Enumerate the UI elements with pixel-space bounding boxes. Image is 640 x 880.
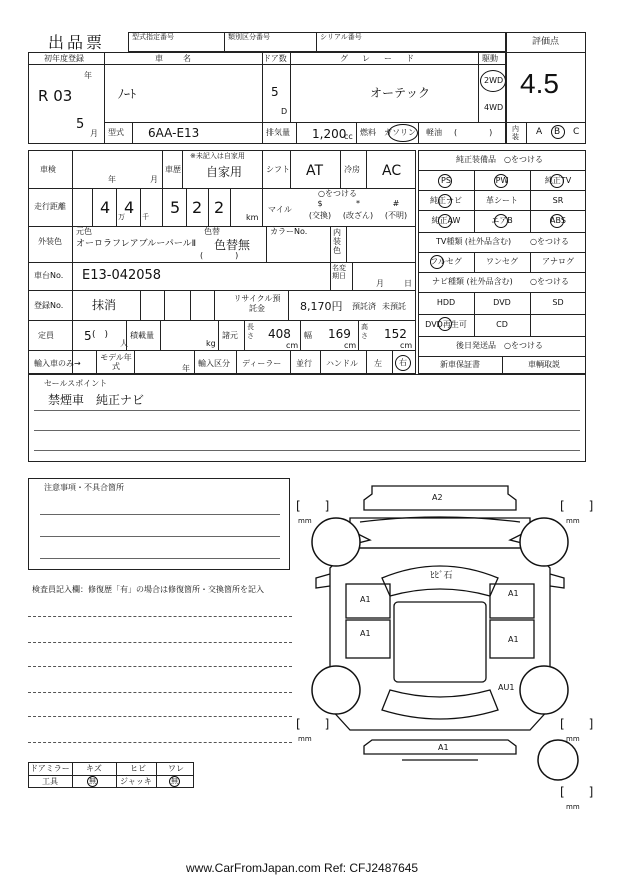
meter-opt-2: (改ざん) <box>342 211 374 220</box>
chassis-label: 車台No. <box>34 271 64 280</box>
paint-paren: ( ) <box>200 251 239 260</box>
tread-spare-mm: mm <box>566 803 580 811</box>
serial-label: シリアル番号 <box>320 33 362 41</box>
equip-tv: 純正TV <box>544 176 572 185</box>
fuel-label: 燃料 <box>360 128 376 137</box>
interior-a: A <box>536 127 543 137</box>
import-dealer: ディーラー <box>242 359 282 368</box>
score-value: 4.5 <box>520 68 559 99</box>
equip-navi: 純正ナビ <box>430 196 462 205</box>
height: 152 <box>384 327 407 341</box>
legend-jack: ジャッキ <box>120 777 152 786</box>
sales-point-box <box>28 374 586 462</box>
meter-opt-2-sym: * <box>356 199 360 208</box>
handle-right: 右 <box>399 358 407 367</box>
tread-front-right-mm: mm <box>566 517 580 525</box>
mark-rear-bumper: A1 <box>438 743 449 752</box>
page-title: 出品票 <box>48 33 106 52</box>
width: 169 <box>328 327 351 341</box>
length: 408 <box>268 327 291 341</box>
legend-hibi: ヒビ <box>130 764 146 773</box>
meter-opt-1: (交換) <box>308 211 332 220</box>
capacity-unit: 人 <box>120 339 128 348</box>
score-label: 評価点 <box>532 37 560 47</box>
ac-value: AC <box>382 163 402 179</box>
interior-c: C <box>573 127 580 137</box>
tread-front-left: [ ] <box>296 499 330 513</box>
import-category-label: 輸入区分 <box>198 359 230 368</box>
legend-ware: ワレ <box>168 764 184 773</box>
paint-value: 色替無 <box>214 238 251 252</box>
navi-note: ○をつける <box>530 277 569 286</box>
tread-front-right: [ ] <box>560 499 594 513</box>
height-label: 高さ <box>361 323 368 340</box>
legend-door-mirror: ドアミラー <box>30 764 70 773</box>
first-reg-month: 5 <box>76 117 85 132</box>
month-unit: 月 <box>90 129 98 138</box>
interior-color-label: 内装色 <box>333 228 341 255</box>
model-year-label: モデル年式 <box>100 353 132 371</box>
mileage-label: 走行距離 <box>34 202 66 211</box>
docs-title: 後日発送品 <box>456 341 496 350</box>
capacity-label: 定員 <box>38 331 54 340</box>
inspection-month-unit: 月 <box>150 175 158 184</box>
docs-manual: 車輌取説 <box>528 360 560 369</box>
dims-label: 諸元 <box>222 331 238 340</box>
recycle-not: 未預託 <box>382 302 406 311</box>
model-year-unit: 年 <box>182 364 190 373</box>
import-label: 輸入車のみ→ <box>34 359 81 368</box>
legend-tools-mark: 無 <box>89 777 96 785</box>
mark-rear-right-quarter: AU1 <box>498 683 515 692</box>
model-designation-label: 型式指定番号 <box>132 33 174 41</box>
man-unit: 万 <box>118 213 125 221</box>
history-value: 自家用 <box>206 165 243 179</box>
recycle-label: リサイクル預託金 <box>233 294 281 313</box>
equip-airbag: エアB <box>491 216 513 225</box>
length-unit: cm <box>286 341 299 350</box>
fuel-gas: ガソリン <box>384 128 416 137</box>
mileage-digit-1: 4 <box>100 198 111 217</box>
legend-tools: 工具 <box>42 777 58 786</box>
displacement-label: 排気量 <box>266 128 290 137</box>
import-parallel: 並行 <box>296 359 312 368</box>
navi-cd: CD <box>496 320 508 329</box>
navi-hdd: HDD <box>436 298 456 307</box>
equipment-note: ○をつける <box>504 155 543 164</box>
first-reg-year: R 03 <box>38 87 73 105</box>
sen-unit: 千 <box>142 213 149 221</box>
grade: オーテック <box>370 86 431 100</box>
inspection-label: 車検 <box>40 165 56 174</box>
car-name-label: 車名 <box>155 54 211 63</box>
category-label: 類別区分番号 <box>228 33 270 41</box>
tread-rear-left: [ ] <box>296 717 330 731</box>
recycle-status: 預託済 <box>352 302 376 311</box>
handle-label: ハンドル <box>326 359 358 368</box>
meter-opt-3-sym: # <box>392 199 400 208</box>
drive-4wd: 4WD <box>484 103 504 112</box>
equip-sr: SR <box>552 196 564 205</box>
load-label: 積載量 <box>130 331 154 340</box>
ac-label: 冷房 <box>344 165 360 174</box>
mileage-digit-4: 2 <box>192 198 203 217</box>
drive-2wd: 2WD <box>484 76 504 85</box>
drive-label: 駆動 <box>482 54 498 63</box>
mileage-digit-2: 4 <box>124 198 135 217</box>
shift-value: AT <box>306 163 324 179</box>
tv-note: ○をつける <box>530 237 569 246</box>
meter-circle-note: ○をつける <box>318 189 357 198</box>
sales-point-label: セールスポイント <box>44 379 108 388</box>
car-name: ﾉｰﾄ <box>118 87 137 101</box>
door-count: 5 <box>271 85 279 99</box>
mileage-digit-5: 2 <box>214 198 225 217</box>
color-no-label: カラーNo. <box>270 227 308 236</box>
inspection-year-unit: 年 <box>108 175 116 184</box>
tread-spare: [ ] <box>560 785 594 799</box>
tread-rear-right-mm: mm <box>566 735 580 743</box>
interior-b: B <box>554 127 561 137</box>
legend-jack-mark: 無 <box>171 777 178 785</box>
tv-title: TV種類 (社外品含む) <box>436 237 512 246</box>
length-label: 長さ <box>247 323 254 340</box>
paint-label: 色替 <box>204 227 220 236</box>
orig-color: オーロラフレアブルーパールⅡ <box>76 239 197 249</box>
mark-front-bumper: A2 <box>432 493 443 502</box>
equip-ps: PS <box>441 176 451 185</box>
displacement-unit: cc <box>344 132 353 141</box>
chassis-no: E13-042058 <box>82 268 162 283</box>
load-unit: kg <box>206 339 216 348</box>
width-unit: cm <box>344 341 357 350</box>
door-label: ドア数 <box>263 54 287 63</box>
first-reg-label: 初年度登録 <box>44 54 84 63</box>
navi-dvd: DVD <box>493 298 511 307</box>
fuel-light: 軽油 <box>426 128 442 137</box>
recycle-value: 8,170円 <box>300 300 343 313</box>
mile-label: マイル <box>268 205 292 214</box>
displacement: 1,200 <box>312 127 347 141</box>
tv-analog: アナログ <box>542 257 574 266</box>
docs-warranty: 新車保証書 <box>440 360 480 369</box>
meter-opt-3: (不明) <box>384 211 408 220</box>
interior-label: 内装 <box>512 125 519 141</box>
capacity: 5 <box>84 329 92 343</box>
tv-fullseg: フルセグ <box>430 257 462 266</box>
equip-leather: 革シート <box>486 196 518 205</box>
equip-abs: ABS <box>550 216 566 225</box>
grade-label: グレード <box>340 54 428 63</box>
legend-kizu: キズ <box>86 764 102 773</box>
header-id-box <box>128 32 506 52</box>
tv-oneseg: ワンセグ <box>486 257 518 266</box>
car-damage-diagram <box>290 478 590 818</box>
mark-front-left-door: A1 <box>360 595 371 604</box>
handle-left: 左 <box>374 359 382 368</box>
capacity-paren: ( ) <box>92 330 109 340</box>
mark-rear-right-door: A1 <box>508 635 519 644</box>
door-suffix: D <box>281 107 288 116</box>
name-change-label: 名変期日 <box>332 264 346 280</box>
height-unit: cm <box>400 341 413 350</box>
km-unit: km <box>246 213 259 222</box>
model-type: 6AA-E13 <box>148 126 200 140</box>
name-change-month: 月 <box>376 279 384 288</box>
docs-note: ○をつける <box>504 341 543 350</box>
equip-pw: PW <box>495 176 509 185</box>
navi-title: ナビ種類 (社外品含む) <box>432 277 513 286</box>
reg-no: 抹消 <box>92 298 117 312</box>
tread-front-left-mm: mm <box>298 517 312 525</box>
navi-dvd-play: DVD再生可 <box>425 320 467 329</box>
model-type-label: 型式 <box>108 128 124 137</box>
sales-point-text: 禁煙車 純正ナビ <box>48 393 145 407</box>
tread-rear-left-mm: mm <box>298 735 312 743</box>
navi-sd: SD <box>552 298 564 307</box>
year-unit: 年 <box>84 71 92 80</box>
reg-no-label: 登録No. <box>34 301 64 310</box>
mark-windshield: ﾋﾋﾞ石 <box>430 571 453 581</box>
meter-opt-1-sym: $ <box>317 199 323 208</box>
mark-rear-left-door: A1 <box>360 629 371 638</box>
mark-front-right-door: A1 <box>508 589 519 598</box>
name-change-day: 日 <box>404 279 412 288</box>
tread-rear-right: [ ] <box>560 717 594 731</box>
orig-color-label: 元色 <box>76 227 92 236</box>
history-note: ※未記入は自家用 <box>190 152 245 160</box>
mileage-digit-3: 5 <box>170 198 181 217</box>
inspector-label: 検査員記入欄：修復歴「有」の場合は修復箇所・交換箇所を記入 <box>32 585 264 594</box>
fuel-other: ( ) <box>454 128 493 137</box>
equipment-title: 純正装備品 <box>456 155 496 164</box>
footer-ref: www.CarFromJapan.com Ref: CFJ2487645 <box>186 861 419 875</box>
notes-label: 注意事項・不具合箇所 <box>44 483 124 492</box>
history-label: 車歴 <box>165 165 181 174</box>
color-label: 外装色 <box>38 237 62 246</box>
width-label: 幅 <box>304 331 312 340</box>
equip-aw: 純正AW <box>431 216 461 225</box>
shift-label: シフト <box>266 165 290 174</box>
